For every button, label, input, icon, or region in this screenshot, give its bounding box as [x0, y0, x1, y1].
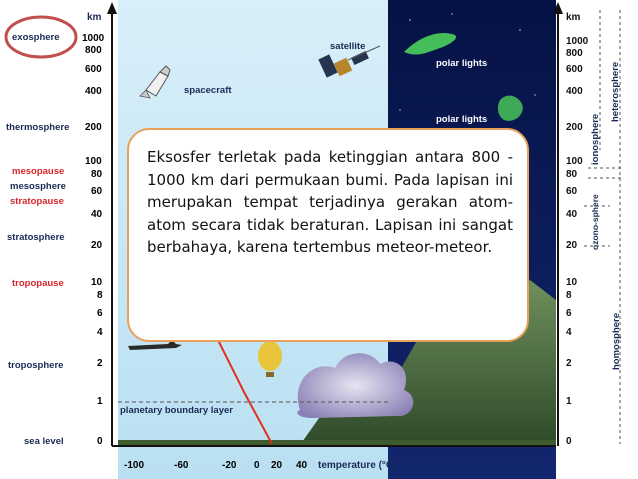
tick-left-6: 6	[97, 308, 103, 319]
right-axis-unit: km	[566, 12, 581, 23]
tick-left-40: 40	[91, 209, 103, 220]
layer-troposphere: troposphere	[8, 360, 64, 371]
label-polar-lights-lower: polar lights	[436, 114, 488, 125]
tick-left-600: 600	[85, 64, 102, 75]
tick-left-8: 8	[97, 290, 103, 301]
tick-left-80: 80	[91, 169, 103, 180]
tick-left-10: 10	[91, 277, 103, 288]
tick-x-40: 40	[296, 460, 308, 471]
tick-right-0: 0	[566, 436, 572, 447]
label-ozone-sphere: ozono-sphere	[590, 194, 600, 250]
label-satellite: satellite	[330, 41, 366, 52]
layer-thermosphere: thermosphere	[6, 122, 70, 133]
label-homosphere: homosphere	[611, 312, 622, 370]
label-polar-lights-upper: polar lights	[436, 58, 488, 69]
label-heterosphere: heterosphere	[610, 61, 621, 122]
tick-right-10: 10	[566, 277, 578, 288]
info-text: Eksosfer terletak pada ketinggian antara 800 - 1000 km dari permukaan bumi. Pada lapisan ini merupakan tempat terjadinya gerakan atom-atom secara tidak beraturan. Lapisan ini sangat berbahaya, karena tertembus meteor-meteor.	[147, 148, 513, 257]
left-axis-unit: km	[87, 12, 102, 23]
tick-right-20: 20	[566, 240, 578, 251]
layer-tropopause: tropopause	[12, 278, 64, 289]
layer-mesopause: mesopause	[12, 166, 65, 177]
tick-left-1000: 1000	[82, 33, 105, 44]
label-planetary-boundary-layer: planetary boundary layer	[120, 405, 233, 416]
hot-air-balloon	[258, 341, 282, 371]
tick-right-2: 2	[566, 358, 572, 369]
tick-right-80: 80	[566, 169, 578, 180]
tick-right-40: 40	[566, 209, 578, 220]
tick-right-6: 6	[566, 308, 572, 319]
layer-stratopause: stratopause	[10, 196, 64, 207]
tick-left-4: 4	[97, 327, 103, 338]
layer-exosphere: exosphere	[12, 32, 60, 43]
tick-left-0: 0	[97, 436, 103, 447]
label-ionosphere: ionosphere	[590, 113, 601, 165]
layer-sea-level: sea level	[24, 436, 64, 447]
tick-right-100: 100	[566, 156, 583, 167]
layer-mesosphere: mesosphere	[10, 181, 66, 192]
tick-right-1: 1	[566, 396, 572, 407]
info-callout-box	[127, 128, 529, 342]
tick-right-8: 8	[566, 290, 572, 301]
tick-right-800: 800	[566, 48, 583, 59]
tick-left-2: 2	[97, 358, 103, 369]
tick-right-4: 4	[566, 327, 572, 338]
tick-left-400: 400	[85, 86, 102, 97]
tick-left-200: 200	[85, 122, 102, 133]
tick-right-400: 400	[566, 86, 583, 97]
tick-x-neg20: -20	[222, 460, 237, 471]
tick-x-neg60: -60	[174, 460, 189, 471]
tick-x-neg100: -100	[124, 460, 145, 471]
tick-left-800: 800	[85, 45, 102, 56]
tick-x-0: 0	[254, 460, 260, 471]
tick-left-20: 20	[91, 240, 103, 251]
layer-stratosphere: stratosphere	[7, 232, 65, 243]
tick-left-100: 100	[85, 156, 102, 167]
tick-right-60: 60	[566, 186, 578, 197]
tick-right-600: 600	[566, 64, 583, 75]
label-spacecraft: spacecraft	[184, 85, 232, 96]
x-axis-label: temperature (°C)	[318, 460, 397, 471]
tick-right-200: 200	[566, 122, 583, 133]
tick-right-1000: 1000	[566, 36, 589, 47]
tick-left-60: 60	[91, 186, 103, 197]
tick-left-1: 1	[97, 396, 103, 407]
tick-x-20: 20	[271, 460, 283, 471]
